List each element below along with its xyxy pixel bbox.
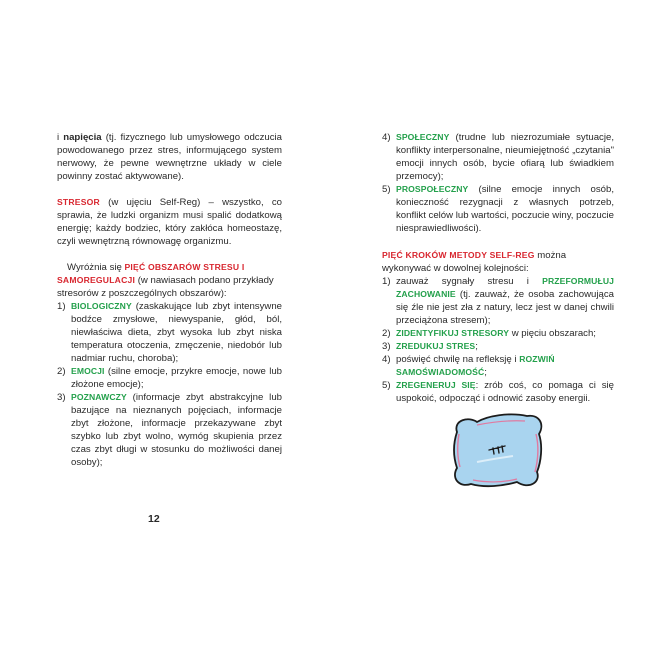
step-term: ZREGENERUJ SIĘ: [396, 380, 476, 390]
area-term: BIOLOGICZNY: [71, 301, 132, 311]
list-item: 3) POZNAWCZY (informacje zbyt abstrakcyjne lub bazujące na nieznanych pojęciach, informacje zbyt złożone, informacje przekazywane zbyt szybko lub zbyt wolno, wymóg skupienia przez czas zbyt długi w stosunku do możliwości danej osoby);: [57, 392, 282, 468]
intro-rest: (tj. fizycznego lub umysłowego odczucia powodowanego przez stres, informującego system nerwowy, że pewne wewnętrzne układy w ciele powinny zostać aktywowane).: [57, 132, 282, 182]
stresor-text: (w ujęciu Self-Reg) – wszystko, co sprawia, że ludzki organizm musi spalić dodatkową energię; każdy bodziec, który zakłóca homeostazę, czyli wewnętrzną równowagę organizmu.: [57, 197, 282, 247]
list-item: 1) BIOLOGICZNY (zaskakujące lub zbyt intensywne bodźce zmysłowe, niewyspanie, głód, ból, niewłaściwa dieta, zbyt wysoka lub zbyt niska temperatura otoczenia, zmęczenie, niedobór lub nadmiar ruchu, choroba);: [57, 301, 282, 364]
list-item: 1) zauważ sygnały stresu i PRZEFORMUŁUJ ZACHOWANIE (tj. zauważ, że osoba zachowująca się źle nie jest zła z natury, lecz jest w danej chwili przeciążona stresem);: [382, 276, 614, 326]
pillow-icon: [447, 410, 547, 490]
list-item: 2) ZIDENTYFIKUJ STRESORY w pięciu obszarach;: [382, 328, 596, 339]
steps-intro: [382, 249, 614, 275]
list-item: 4) poświęć chwilę na refleksję i ROZWIŃ SAMOŚWIADOMOŚĆ;: [382, 354, 555, 378]
intro-paragraph: [57, 131, 282, 183]
stress-areas-list: [57, 300, 282, 469]
stresor-term: STRESOR: [57, 197, 100, 207]
step-term: ROZWIŃ SAMOŚWIADOMOŚĆ: [396, 354, 555, 377]
steps-intro-text: można wykonywać w dowolnej kolejności:: [382, 250, 567, 274]
area-term: POZNAWCZY: [71, 392, 127, 402]
right-text-column: [382, 131, 614, 405]
step-term: ZREDUKUJ STRES: [396, 341, 476, 351]
left-text-column: [57, 131, 282, 469]
list-item: 3) ZREDUKUJ STRES;: [382, 341, 478, 352]
areas-pre: Wyróżnia się: [67, 262, 125, 273]
stresor-definition: [57, 196, 282, 248]
step-term: ZIDENTYFIKUJ STRESORY: [396, 328, 510, 338]
self-reg-steps-list: [382, 275, 614, 405]
list-item: 4) SPOŁECZNY (trudne lub niezrozumiałe sytuacje, konflikty interpersonalne, nieumiejętność „czytania" emocji innych osób, bycie ofiarą lub świadkiem przemocy);: [382, 132, 614, 182]
stress-areas-list-cont: [382, 131, 614, 235]
right-page: [325, 0, 650, 650]
list-item: 5) ZREGENERUJ SIĘ: zrób coś, co pomaga ci się uspokoić, odpocząć i odnowić zasoby energii.: [382, 380, 614, 404]
steps-term: PIĘĆ KROKÓW METODY SELF-REG: [382, 250, 535, 260]
areas-intro: [57, 261, 282, 300]
area-term: EMOCJI: [71, 366, 105, 376]
intro-bold-term: napięcia: [63, 132, 102, 143]
intro-pre: i: [57, 132, 64, 143]
list-item: 5) PROSPOŁECZNY (silne emocje innych osób, konieczność rezygnacji z własnych potrzeb, konflikt celów lub wartości, poczucie winy, poczucie niesprawiedliwości).: [382, 184, 614, 234]
page-number: 12: [148, 513, 160, 525]
pillow-body: [454, 414, 541, 486]
step-term: PRZEFORMUŁUJ ZACHOWANIE: [396, 276, 614, 299]
area-term: SPOŁECZNY: [396, 132, 450, 142]
areas-term: PIĘĆ OBSZARÓW STRESU I SAMOREGULACJI: [57, 262, 245, 285]
area-term: PROSPOŁECZNY: [396, 184, 469, 194]
list-item: 2) EMOCJI (silne emocje, przykre emocje, nowe lub złożone emocje);: [57, 366, 282, 390]
areas-text: (w nawiasach podano przykłady stresorów z poszczególnych obszarów):: [57, 275, 274, 299]
